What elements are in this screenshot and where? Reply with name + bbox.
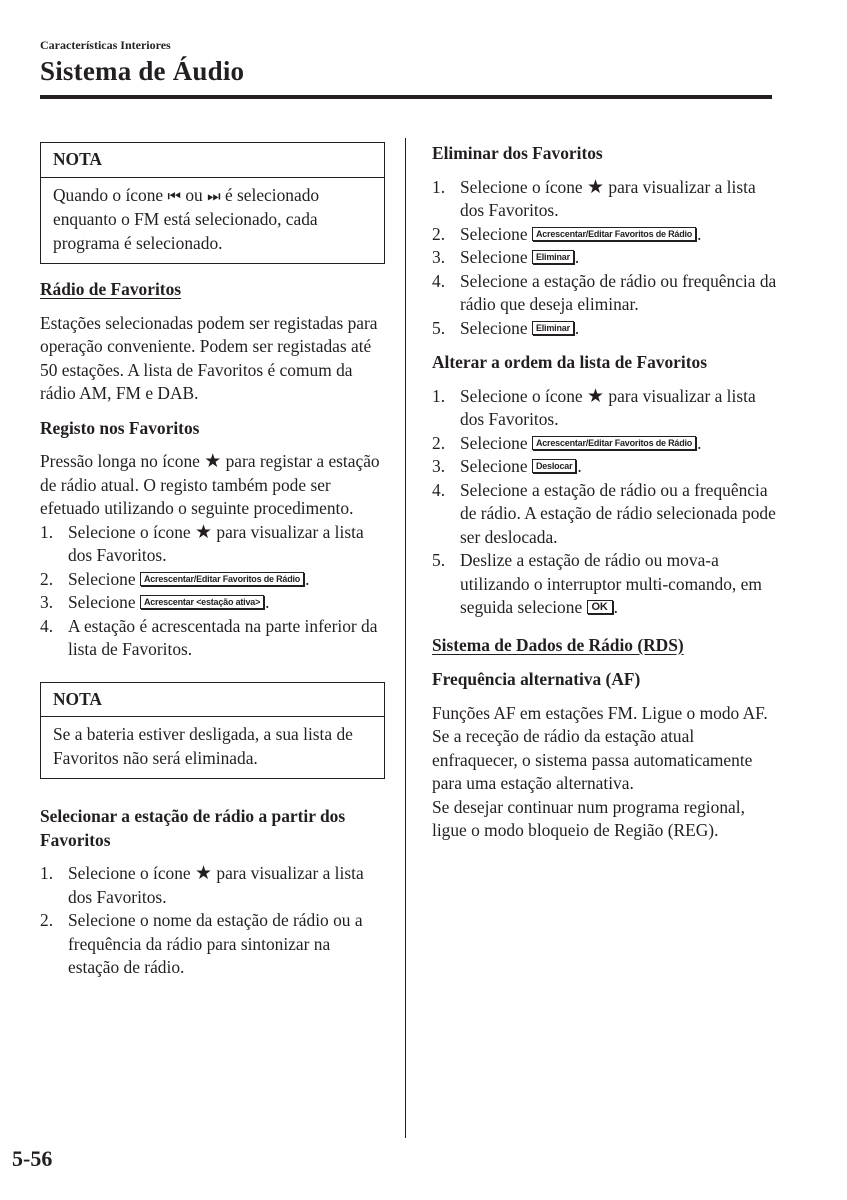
column-divider (405, 138, 406, 1138)
register-heading: Registo nos Favoritos (40, 417, 200, 438)
delete-button: Eliminar (532, 321, 574, 335)
right-column (432, 142, 777, 853)
star-icon: ★ (195, 862, 213, 884)
previous-track-icon: ⏮ (167, 186, 181, 205)
list-item: 2. Selecione Acrescentar/Editar Favoritos de Rádio . (432, 432, 702, 453)
next-track-icon: ⏭ (207, 186, 221, 205)
move-button: Deslocar (532, 459, 576, 473)
order-steps (432, 385, 777, 620)
page-title: Sistema de Áudio (40, 56, 245, 86)
rds-heading: Sistema de Dados de Rádio (RDS) (432, 634, 684, 655)
add-edit-favorites-button: Acrescentar/Editar Favoritos de Rádio (532, 227, 696, 241)
note-text: Se a bateria estiver desligada, a sua lista de Favoritos não será eliminada. (53, 724, 353, 768)
list-item: 1. Selecione o ícone ★ para visualizar a lista dos Favoritos. (432, 175, 756, 220)
star-icon: ★ (587, 175, 605, 198)
list-item: 4. Selecione a estação de rádio ou frequência da rádio que deseja eliminar. (432, 270, 777, 314)
add-edit-favorites-button: Acrescentar/Editar Favoritos de Rádio (532, 436, 696, 450)
add-edit-favorites-button: Acrescentar/Editar Favoritos de Rádio (140, 572, 304, 586)
star-icon: ★ (204, 450, 222, 472)
list-item: 3. Selecione Acrescentar <estação ativa> . (40, 592, 270, 612)
delete-heading: Eliminar dos Favoritos (432, 143, 603, 163)
list-item: 3. Selecione Deslocar . (432, 456, 582, 476)
star-icon: ★ (587, 384, 605, 407)
order-heading: Alterar a ordem da lista de Favoritos (432, 352, 707, 372)
ok-button: OK (587, 600, 613, 614)
af-paragraph: Funções AF em estações FM. Ligue o modo AF. Se a receção de rádio da estação atual enfraquecer, o sistema passa automaticamente para uma estação alternativa. (432, 702, 768, 793)
delete-steps (432, 176, 777, 341)
select-heading: Selecionar a estação de rádio a partir dos Favoritos (40, 806, 346, 850)
note-box-battery (40, 682, 385, 780)
note-text: Quando o ícone ⏮ ou ⏭ é selecionado enquanto o FM está selecionado, cada programa é selecionado. (53, 184, 320, 253)
star-icon: ★ (195, 520, 213, 543)
af-heading: Frequência alternativa (AF) (432, 669, 641, 689)
page-number: 5-56 (12, 1146, 53, 1171)
note-label: NOTA (41, 143, 384, 178)
list-item: 1. Selecione o ícone ★ para visualizar a lista dos Favoritos. (40, 862, 364, 907)
register-steps (40, 521, 385, 662)
add-active-station-button: Acrescentar <estação ativa> (140, 595, 264, 609)
list-item: 3. Selecione Eliminar . (432, 247, 580, 267)
left-column (40, 142, 385, 990)
section-label: Características Interiores (40, 38, 171, 52)
favorites-paragraph: Estações selecionadas podem ser registadas para operação conveniente. Podem ser registadas até 50 estações. A lista de Favoritos é comum da rádio AM, FM e DAB. (40, 312, 378, 403)
delete-button: Eliminar (532, 250, 574, 264)
list-item: 1. Selecione o ícone ★ para visualizar a lista dos Favoritos. (40, 520, 364, 565)
header-rule (40, 95, 772, 99)
list-item: 5. Deslize a estação de rádio ou mova-a utilizando o interruptor multi-comando, em seguida selecione OK . (432, 550, 762, 617)
list-item: 2. Selecione o nome da estação de rádio ou a frequência da rádio para sintonizar na estação de rádio. (40, 910, 363, 977)
list-item: 4. Selecione a estação de rádio ou a frequência de rádio. A estação de rádio selecionada pode ser deslocada. (432, 479, 776, 547)
list-item: 2. Selecione Acrescentar/Editar Favoritos de Rádio . (432, 223, 702, 244)
af-paragraph-regional: Se desejar continuar num programa regional, ligue o modo bloqueio de Região (REG). (432, 796, 745, 840)
register-paragraph: Pressão longa no ícone ★ para registar a estação de rádio atual. O registo também pode ser efetuado utilizando o seguinte procedimento. (40, 450, 380, 518)
list-item: 5. Selecione Eliminar . (432, 317, 580, 338)
select-steps (40, 862, 385, 980)
list-item: 1. Selecione o ícone ★ para visualizar a lista dos Favoritos. (432, 384, 756, 429)
list-item: 2. Selecione Acrescentar/Editar Favoritos de Rádio . (40, 568, 310, 589)
favorites-heading: Rádio de Favoritos (40, 279, 182, 299)
note-box-track-icons (40, 142, 385, 264)
list-item: 4. A estação é acrescentada na parte inferior da lista de Favoritos. (40, 615, 378, 659)
note-label: NOTA (41, 683, 384, 718)
